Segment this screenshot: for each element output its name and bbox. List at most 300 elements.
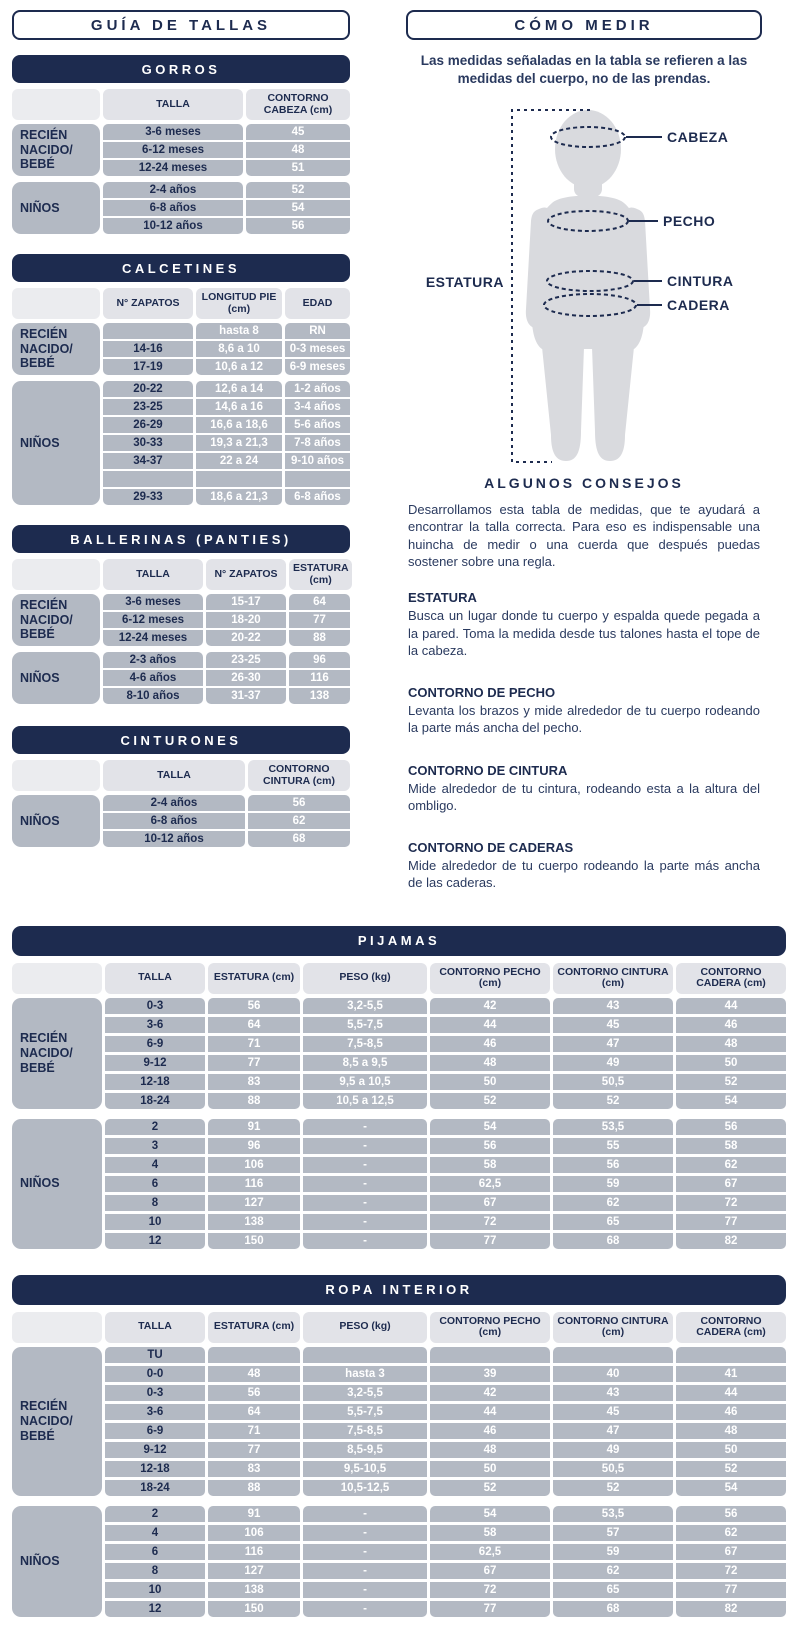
table-cell: 1-2 años [285,381,350,397]
table-cell: 52 [430,1480,550,1496]
column-header: CONTORNO CADERA (cm) [676,963,786,994]
howto-section-estatura [408,590,760,659]
table-cell: - [303,1138,427,1154]
table-cell: 58 [430,1525,550,1541]
table-row [105,1093,786,1109]
table-cell: 106 [208,1525,300,1541]
table-cell: 42 [430,998,550,1014]
table-cinturones [12,726,350,847]
table-row [103,200,350,216]
table-row [103,652,350,668]
table-cell: 6-8 años [285,489,350,505]
column-header: CONTORNO CINTURA (cm) [553,1312,673,1343]
table-cell: 44 [676,998,786,1014]
table-row [105,1157,786,1173]
group-label: NIÑOS [12,1506,102,1617]
table-cell: 12-24 meses [103,160,243,176]
table-cell: 62,5 [430,1176,550,1192]
table-cell: 62 [676,1525,786,1541]
table-cell: 56 [676,1119,786,1135]
table-cell: 7,5-8,5 [303,1423,427,1439]
child-silhouette [526,110,650,461]
group-label: NIÑOS [12,652,100,704]
table-cell: 77 [430,1233,550,1249]
table-header-row [12,288,350,319]
table-cell: 138 [289,688,350,704]
table-cell: 47 [553,1036,673,1052]
table-cell: 10-12 años [103,831,245,847]
table-cell: 3 [105,1138,205,1154]
table-rows [103,652,350,704]
column-header: PESO (kg) [303,1312,427,1343]
table-row [105,1601,786,1617]
table-cell: 8 [105,1563,205,1579]
table-cell: 9-10 años [285,453,350,469]
table-cell: 82 [676,1601,786,1617]
table-cell: 82 [676,1233,786,1249]
table-row [105,1074,786,1090]
table-row [105,1138,786,1154]
table-group [12,998,786,1109]
table-cell: 10,6 a 12 [196,359,282,375]
table-cell: 26-29 [103,417,193,433]
column-header: CONTORNO CINTURA (cm) [248,760,350,791]
table-cell: 39 [430,1366,550,1382]
table-cell: 46 [430,1036,550,1052]
howto-text: Mide alrededor de tu cuerpo rodeando la parte más ancha de las caderas. [408,858,760,891]
table-cell: hasta 8 [196,323,282,339]
table-group [12,323,350,375]
cintura-label: CINTURA [667,273,734,290]
table-cell: 26-30 [206,670,286,686]
table-rows [105,1119,786,1249]
table-header-cells [105,1312,786,1343]
table-cell [196,471,282,487]
table-cell: 6 [105,1544,205,1560]
body-measurement-diagram [400,101,780,469]
table-cell: 29-33 [103,489,193,505]
table-cell: 3-6 meses [103,594,203,610]
table-cell: 52 [246,182,350,198]
cadera-label: CADERA [667,297,730,314]
table-cell: 56 [676,1506,786,1522]
table-cell: 9-12 [105,1055,205,1071]
table-cell: - [303,1544,427,1560]
table-corner-cell [12,288,100,319]
table-cell: 7-8 años [285,435,350,451]
table-rows [105,998,786,1109]
table-cell: 96 [289,652,350,668]
table-body-cinturones [12,760,350,847]
column-header: ESTATURA (cm) [208,1312,300,1343]
table-cell: 150 [208,1601,300,1617]
table-cell: 12-24 meses [103,630,203,646]
table-cell: 52 [553,1093,673,1109]
table-rows [105,1347,786,1496]
table-cell: 68 [553,1233,673,1249]
group-label: RECIÉN NACIDO/ BEBÉ [12,323,100,375]
table-cell: 77 [289,612,350,628]
table-cell: 62 [676,1157,786,1173]
table-cell: 43 [553,1385,673,1401]
table-cell: hasta 3 [303,1366,427,1382]
table-cell: 54 [430,1119,550,1135]
table-cell: 72 [676,1195,786,1211]
table-row [103,489,350,505]
table-cell: 10 [105,1214,205,1230]
table-cell: 88 [208,1093,300,1109]
column-header: CONTORNO PECHO (cm) [430,1312,550,1343]
table-cell: 5,5-7,5 [303,1404,427,1420]
table-cell: 50 [430,1074,550,1090]
column-header: CONTORNO PECHO (cm) [430,963,550,994]
table-row [103,795,350,811]
table-cell: RN [285,323,350,339]
table-cell: 23-25 [103,399,193,415]
table-cell: 4 [105,1525,205,1541]
table-header-cells [103,89,350,120]
column-header: CONTORNO CABEZA (cm) [246,89,350,120]
column-header: TALLA [103,760,245,791]
table-cell [303,1347,427,1363]
table-cell: 45 [553,1404,673,1420]
table-rows [103,323,350,375]
table-header-row [12,1312,786,1343]
table-cell: 44 [430,1404,550,1420]
table-cell: 91 [208,1119,300,1135]
table-title-calcetines: CALCETINES [12,254,350,282]
table-row [105,1506,786,1522]
table-row [103,142,350,158]
table-cell: 138 [208,1214,300,1230]
table-cell: - [303,1506,427,1522]
table-cell: 72 [676,1563,786,1579]
table-cell: TU [105,1347,205,1363]
table-cell: 48 [430,1055,550,1071]
table-cell: 53,5 [553,1119,673,1135]
table-row [103,435,350,451]
table-row [105,1036,786,1052]
table-cell: 7,5-8,5 [303,1036,427,1052]
table-cell: 5,5-7,5 [303,1017,427,1033]
table-cell: 47 [553,1423,673,1439]
table-header-row [12,89,350,120]
table-group [12,1506,786,1617]
table-cell: 2-4 años [103,182,243,198]
table-cell: 54 [246,200,350,216]
table-cell: 68 [553,1601,673,1617]
table-cell: 10,5-12,5 [303,1480,427,1496]
table-title-cinturones: CINTURONES [12,726,350,754]
table-row [105,1366,786,1382]
table-row [103,160,350,176]
table-cell: 30-33 [103,435,193,451]
table-cell: 56 [553,1157,673,1173]
table-row [105,1404,786,1420]
table-title-gorros: GORROS [12,55,350,83]
table-cell: 3-6 [105,1404,205,1420]
table-cell: 71 [208,1036,300,1052]
group-label: NIÑOS [12,795,100,847]
table-cell: 48 [246,142,350,158]
table-cell: 4-6 años [103,670,203,686]
table-cell: - [303,1233,427,1249]
table-cell: 45 [553,1017,673,1033]
table-cell: 18,6 a 21,3 [196,489,282,505]
table-cell: 56 [208,1385,300,1401]
table-body-gorros [12,89,350,234]
table-cell: 41 [676,1366,786,1382]
table-cell: 88 [289,630,350,646]
table-cell: 9,5-10,5 [303,1461,427,1477]
table-cell: 20-22 [206,630,286,646]
estatura-label: ESTATURA [425,274,504,291]
howto-section-cintura [408,763,760,815]
howto-title: CONTORNO DE PECHO [408,685,556,701]
table-cell: 83 [208,1074,300,1090]
table-row [103,124,350,140]
howto-title: ESTATURA [408,590,477,606]
table-cell: 8,6 a 10 [196,341,282,357]
table-row [105,1563,786,1579]
table-cell: 48 [208,1366,300,1382]
table-cell: 116 [208,1544,300,1560]
table-cell: 46 [676,1017,786,1033]
table-cell: 34-37 [103,453,193,469]
table-cell: 48 [676,1423,786,1439]
table-cell: 83 [208,1461,300,1477]
column-header: CONTORNO CINTURA (cm) [553,963,673,994]
cabeza-label: CABEZA [667,129,729,146]
table-cell: 8,5 a 9,5 [303,1055,427,1071]
table-cell: 6-12 meses [103,142,243,158]
table-cell: 50,5 [553,1074,673,1090]
table-cell: 67 [430,1563,550,1579]
table-row [105,1347,786,1363]
consejos-intro: Desarrollamos esta tabla de medidas, que te ayudará a encontrar la talla correcta. Para eso es indispensable una huincha de medir o una cuerda que después puedas sostener sobre una regla. [408,502,760,569]
table-cell: 49 [553,1055,673,1071]
table-cell: 6-9 [105,1036,205,1052]
table-cell [285,471,350,487]
table-header-cells [103,760,350,791]
table-cell: 67 [430,1195,550,1211]
como-medir-title: CÓMO MEDIR [406,10,762,40]
table-cell: 12 [105,1601,205,1617]
table-cell: 2 [105,1506,205,1522]
table-cell: - [303,1601,427,1617]
table-cell: 44 [430,1017,550,1033]
table-ropa-interior [12,1275,786,1617]
table-cell: 52 [676,1074,786,1090]
table-cell: 62 [248,813,350,829]
table-cell: 54 [430,1506,550,1522]
table-header-cells [105,963,786,994]
table-cell: 51 [246,160,350,176]
table-cell: 6-12 meses [103,612,203,628]
table-cell: 31-37 [206,688,286,704]
table-cell: 150 [208,1233,300,1249]
table-cell: 62 [553,1563,673,1579]
table-cell: 56 [248,795,350,811]
table-cell: 6-9 meses [285,359,350,375]
table-cell: 42 [430,1385,550,1401]
table-cell: 2 [105,1119,205,1135]
column-header: TALLA [105,1312,205,1343]
table-cell: 3,2-5,5 [303,998,427,1014]
table-row [105,1544,786,1560]
table-cell: 17-19 [103,359,193,375]
table-row [105,1423,786,1439]
table-row [103,612,350,628]
table-row [103,341,350,357]
table-row [105,1119,786,1135]
table-row [103,453,350,469]
table-cell: 6-8 años [103,813,245,829]
howto-text: Mide alrededor de tu cintura, rodeando esta a la altura del ombligo. [408,780,760,813]
table-row [103,417,350,433]
table-body-calcetines [12,288,350,505]
table-cell: 12-18 [105,1461,205,1477]
table-header-cells [103,559,352,590]
table-cell: 18-24 [105,1480,205,1496]
pecho-label: PECHO [663,213,716,230]
table-corner-cell [12,89,100,120]
table-cell: 50,5 [553,1461,673,1477]
group-label: RECIÉN NACIDO/ BEBÉ [12,998,102,1109]
table-row [105,1461,786,1477]
table-cell: 96 [208,1138,300,1154]
table-cell: 58 [676,1138,786,1154]
table-rows [103,594,350,646]
group-label: RECIÉN NACIDO/ BEBÉ [12,594,100,646]
table-cell: - [303,1525,427,1541]
table-cell: - [303,1195,427,1211]
table-corner-cell [12,963,102,994]
column-header: ESTATURA (cm) [289,559,352,590]
table-row [103,359,350,375]
table-cell: 8,5-9,5 [303,1442,427,1458]
table-corner-cell [12,559,100,590]
table-cell: 106 [208,1157,300,1173]
table-cell: 56 [208,998,300,1014]
table-cell: 59 [553,1176,673,1192]
table-row [105,1525,786,1541]
column-header: CONTORNO CADERA (cm) [676,1312,786,1343]
table-cell: 67 [676,1544,786,1560]
table-cell: 54 [676,1093,786,1109]
table-cell: - [303,1176,427,1192]
table-cell: 52 [430,1093,550,1109]
table-cell: - [303,1563,427,1579]
table-cell: 10,5 a 12,5 [303,1093,427,1109]
right-column [390,10,788,892]
table-cell: 3-4 años [285,399,350,415]
table-cell: 88 [208,1480,300,1496]
table-pijamas [12,926,786,1249]
table-cell: 6-8 años [103,200,243,216]
table-group [12,124,350,176]
como-medir-intro: Las medidas señaladas en la tabla se refieren a las medidas del cuerpo, no de las prendas. [420,53,748,86]
column-header: EDAD [285,288,350,319]
table-cell: 14-16 [103,341,193,357]
table-cell: 18-24 [105,1093,205,1109]
table-cell: 2-4 años [103,795,245,811]
howto-section-pecho [408,685,760,737]
table-cell: 116 [289,670,350,686]
table-row [103,218,350,234]
table-row [103,594,350,610]
table-cell: - [303,1582,427,1598]
table-group [12,1119,786,1249]
table-cell: 6 [105,1176,205,1192]
table-cell: 8 [105,1195,205,1211]
table-body-pijamas [12,963,786,1249]
table-header-row [12,963,786,994]
howto-section-caderas [408,840,760,892]
group-label: NIÑOS [12,1119,102,1249]
table-cell: 71 [208,1423,300,1439]
column-header: TALLA [105,963,205,994]
table-cell: 16,6 a 18,6 [196,417,282,433]
table-cell: 62 [553,1195,673,1211]
table-rows [103,124,350,176]
table-cell: 8-10 años [103,688,203,704]
table-cell: 14,6 a 16 [196,399,282,415]
table-cell: 57 [553,1525,673,1541]
table-cell: 2-3 años [103,652,203,668]
table-ballerinas [12,525,350,704]
howto-text: Levanta los brazos y mide alrededor de tu cuerpo rodeando la parte más ancha del pecho. [408,703,760,736]
table-row [103,471,350,487]
table-row [105,1442,786,1458]
page-title: GUÍA DE TALLAS [12,10,350,40]
table-row [105,1582,786,1598]
table-cell: 52 [553,1480,673,1496]
table-group [12,795,350,847]
table-cell: 0-3 meses [285,341,350,357]
table-cell: 3,2-5,5 [303,1385,427,1401]
table-cell: 3-6 [105,1017,205,1033]
column-header: LONGITUD PIE (cm) [196,288,282,319]
table-cell: 72 [430,1582,550,1598]
column-header: N° ZAPATOS [103,288,193,319]
table-cell: 23-25 [206,652,286,668]
table-cell [103,471,193,487]
table-cell: 3-6 meses [103,124,243,140]
table-cell: 138 [208,1582,300,1598]
table-cell: 40 [553,1366,673,1382]
howto-title: CONTORNO DE CADERAS [408,840,574,856]
table-row [103,381,350,397]
table-row [103,670,350,686]
table-header-cells [103,288,350,319]
table-cell: 91 [208,1506,300,1522]
table-cell: 77 [208,1442,300,1458]
table-row [103,182,350,198]
table-row [105,1017,786,1033]
table-cell: 77 [208,1055,300,1071]
table-cell: 12 [105,1233,205,1249]
table-cell: 127 [208,1563,300,1579]
table-cell: 5-6 años [285,417,350,433]
column-header: ESTATURA (cm) [208,963,300,994]
table-cell: 9-12 [105,1442,205,1458]
table-cell: - [303,1119,427,1135]
table-row [103,630,350,646]
howto-text: Busca un lugar donde tu cuerpo y espalda quede pegada a la pared. Toma la medida desde tus talones hasta el tope de la cabeza. [408,608,760,658]
table-cell: 12,6 a 14 [196,381,282,397]
table-cell: 49 [553,1442,673,1458]
